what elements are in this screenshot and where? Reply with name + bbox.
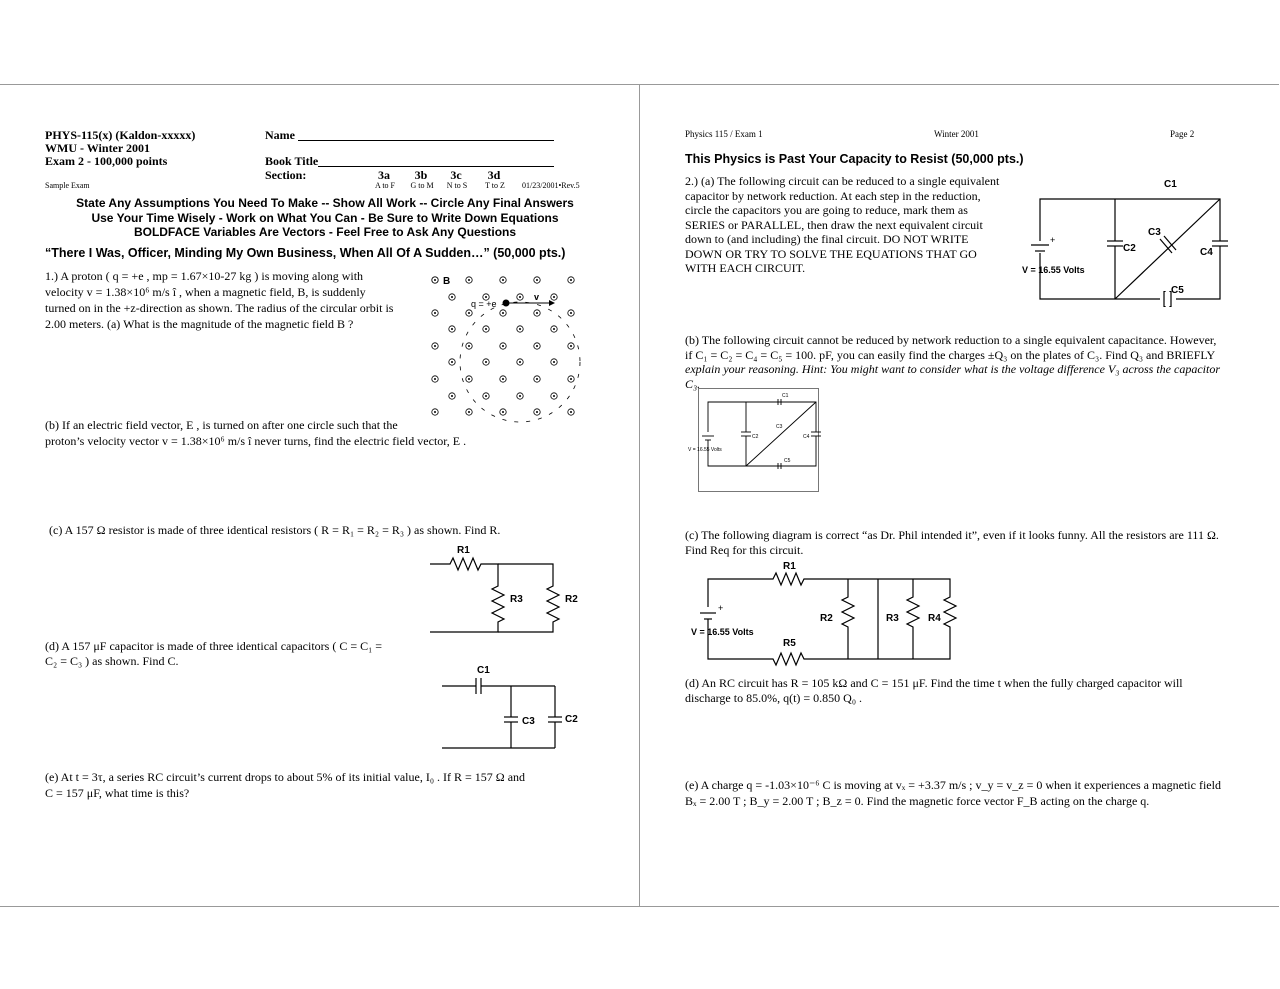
q2a-line-6: DOWN OR TRY TO SOLVE THE EQUATIONS THAT GO — [685, 246, 977, 261]
capacitor-circuit-2b — [688, 388, 823, 494]
q2b-line-2: if C₁ = C₂ = C₄ = C₅ = 100. pF, you can easily find the charges ±Q₃ on the plates of C₃. Find Q₃ and BRIEFLY — [685, 347, 1216, 362]
section-3a[interactable]: 3a — [378, 168, 390, 182]
field-dot-center — [485, 395, 487, 397]
problem-2-title: This Physics is Past Your Capacity to Resist (50,000 pts.) — [685, 152, 1024, 166]
field-dot-center — [434, 345, 436, 347]
field-dot-center — [519, 296, 521, 298]
page2-header-left: Physics 115 / Exam 1 — [685, 129, 763, 139]
field-dot-center — [536, 378, 538, 380]
field-dot-center — [451, 296, 453, 298]
problem-1c: (c) A 157 Ω resistor is made of three identical resistors ( R = R₁ = R₂ = R₃ ) as shown. Find R. — [49, 523, 501, 537]
problem-2d — [685, 676, 1245, 705]
section-3c[interactable]: 3c — [450, 168, 462, 182]
field-dot-center — [570, 345, 572, 347]
q1e-line-2: C = 157 μF, what time is this? — [45, 786, 190, 800]
course-term: WMU - Winter 2001 — [45, 141, 150, 155]
label-2c-r4: R4 — [928, 613, 941, 624]
field-dot-center — [468, 411, 470, 413]
magnetic-field-figure — [425, 270, 590, 420]
battery-plus-2c: + — [718, 603, 724, 613]
problem-1e — [45, 769, 605, 801]
range-3d: T to Z — [485, 181, 505, 190]
capacitor-circuit-2a — [1022, 175, 1230, 310]
name-label: Name — [265, 128, 295, 142]
field-out-of-page-dots — [432, 277, 574, 415]
q2a-line-5: down to (and including) the final circuit. DO NOT WRITE — [685, 232, 969, 246]
section-3b[interactable]: 3b — [414, 168, 428, 182]
charge-label: q = +e — [471, 299, 497, 309]
field-dot-center — [536, 345, 538, 347]
problem-1-title: “There I Was, Officer, Minding My Own Business, When All Of A Sudden…” (50,000 pts.) — [45, 246, 566, 260]
problem-1b — [45, 417, 545, 449]
field-dot-center — [434, 411, 436, 413]
voltage-label-2a: V = 16.55 Volts — [1022, 265, 1085, 275]
field-dot-center — [485, 361, 487, 363]
label-c2: C2 — [565, 714, 578, 725]
page-divider — [639, 84, 640, 906]
field-dot-center — [553, 395, 555, 397]
field-dot-center — [502, 378, 504, 380]
field-dot-center — [485, 296, 487, 298]
label-2a-c1: C1 — [1164, 179, 1177, 190]
q1a-line-4: 2.00 meters. (a) What is the magnitude of the magnetic field B ? — [45, 317, 354, 331]
velocity-arrowhead — [549, 300, 555, 306]
problem-2a — [685, 174, 1020, 276]
field-dot-center — [553, 296, 555, 298]
label-2c-r1: R1 — [783, 561, 796, 572]
resistor-r1-r3-wire — [430, 558, 504, 632]
label-r2: R2 — [565, 594, 578, 605]
exam-title: Exam 2 - 100,000 points — [45, 154, 168, 168]
q2c-line-2: Find Req for this circuit. — [685, 542, 804, 557]
course-title: PHYS-115(x) (Kaldon-xxxxx) — [45, 128, 196, 142]
label-2b-c3: C3 — [776, 424, 783, 430]
label-2c-r5: R5 — [783, 638, 796, 649]
q2a-line-1: 2.) (a) The following circuit can be reduced to a single equivalent — [685, 174, 1000, 188]
label-2b-c1: C1 — [782, 393, 789, 399]
problem-2b — [685, 333, 1245, 391]
q1b-line-1: (b) If an electric field vector, E , is turned on after one circle such that the — [45, 418, 398, 432]
q1e-line-1: (e) At t = 3τ, a series RC circuit’s current drops to about 5% of its initial value, I₀ . If R = 157 Ω and — [45, 770, 526, 784]
voltage-label-2b: V = 16.55 Volts — [688, 447, 722, 453]
page2-header-mid: Winter 2001 — [934, 129, 979, 139]
instruction-line-2: Use Your Time Wisely - Work on What You Can - Be Sure to Write Down Equations — [91, 210, 559, 225]
problem-1d — [45, 639, 415, 669]
q2b-line-3: explain your reasoning. Hint: You might want to consider what is the voltage difference V₃ across the capacitor — [685, 362, 1221, 376]
field-dot-center — [502, 312, 504, 314]
field-dot-center — [519, 361, 521, 363]
field-dot-center — [570, 378, 572, 380]
q2a-line-7: WITH EACH CIRCUIT. — [685, 261, 806, 275]
field-dot-center — [570, 312, 572, 314]
q2e-line-2: Bₓ = 2.00 T ; B_y = 2.00 T ; B_z = 0. Find the magnetic force vector F_B acting on the charge q. — [685, 794, 1150, 808]
field-dot-center — [468, 279, 470, 281]
b-field-symbol-center — [434, 279, 436, 281]
q1d-line-1: (d) A 157 μF capacitor is made of three identical capacitors ( C = C₁ = — [45, 639, 383, 653]
b-field-label: B — [443, 276, 451, 287]
label-c1: C1 — [477, 665, 490, 676]
label-2a-c5: C5 — [1171, 285, 1184, 296]
field-dot-center — [519, 395, 521, 397]
label-2c-r3: R3 — [886, 613, 899, 624]
q2d-line-2: discharge to 85.0%, q(t) = 0.850 Q₀ . — [685, 690, 863, 705]
course-header — [45, 129, 195, 168]
q1a-line-2: velocity v = 1.38×10⁶ m/s î , when a magnetic field, B, is suddenly — [45, 285, 366, 299]
field-dot-center — [502, 411, 504, 413]
section-label: Section: — [265, 168, 307, 182]
instruction-line-3: BOLDFACE Variables Are Vectors - Feel Free to Ask Any Questions — [133, 225, 517, 239]
field-dot-center — [570, 411, 572, 413]
figure-frame — [699, 389, 819, 492]
label-r1: R1 — [457, 545, 470, 556]
capacitor-network-1d — [438, 660, 588, 755]
field-dot-center — [468, 312, 470, 314]
field-dot-center — [434, 378, 436, 380]
battery-plus: + — [1050, 235, 1056, 245]
label-c3: C3 — [522, 716, 535, 727]
label-2b-c5: C5 — [784, 458, 791, 464]
q2e-line-1: (e) A charge q = -1.03×10⁻⁶ C is moving at vₓ = +3.37 m/s ; v_y = v_z = 0 when it experiences a magnetic field — [685, 778, 1221, 792]
q2a-line-2: capacitor by network reduction. At each step in the reduction, — [685, 188, 981, 203]
name-field[interactable] — [298, 140, 554, 141]
resistor-circuit-2c — [688, 557, 963, 665]
field-dot-center — [451, 328, 453, 330]
label-2b-c4: C4 — [803, 434, 810, 440]
book-title-field[interactable] — [318, 166, 554, 167]
label-2a-c2: C2 — [1123, 243, 1136, 254]
field-dot-center — [502, 279, 504, 281]
field-dot-center — [553, 361, 555, 363]
instructions — [40, 196, 610, 240]
field-dot-center — [536, 312, 538, 314]
resistor-network-1c — [428, 540, 588, 640]
field-dot-center — [553, 328, 555, 330]
label-r3: R3 — [510, 594, 523, 605]
range-3b: G to M — [410, 181, 434, 190]
problem-2c — [685, 528, 1245, 557]
field-dot-center — [502, 345, 504, 347]
problem-1a — [45, 268, 415, 332]
velocity-label: v — [534, 292, 540, 302]
sample-exam-label: Sample Exam — [45, 181, 90, 190]
q2c-line-1: (c) The following diagram is correct “as Dr. Phil intended it”, even if it looks funny. All the resistors are 111 Ω. — [685, 528, 1219, 542]
q1d-line-2: C₂ = C₃ ) as shown. Find C. — [45, 654, 179, 668]
field-dot-center — [451, 395, 453, 397]
field-dot-center — [468, 378, 470, 380]
problem-2e — [685, 777, 1255, 809]
field-dot-center — [451, 361, 453, 363]
book-title-label: Book Title — [265, 154, 319, 168]
label-2c-r2: R2 — [820, 613, 833, 624]
field-dot-center — [468, 345, 470, 347]
field-dot-center — [536, 279, 538, 281]
q2a-line-4: SERIES or PARALLEL, then draw the next equivalent circuit — [685, 217, 983, 232]
q2a-line-3: circle the capacitors you are going to reduce, mark them as — [685, 203, 968, 217]
label-2a-c3: C3 — [1148, 227, 1161, 238]
label-2b-c2: C2 — [752, 434, 759, 440]
field-dot-center — [570, 279, 572, 281]
q2b-line-4: C₃. — [685, 376, 701, 391]
label-2a-c4: C4 — [1200, 247, 1213, 258]
instruction-line-1: State Any Assumptions You Need To Make -- Show All Work -- Circle Any Final Answers — [76, 196, 574, 210]
resistor-r2-wire — [498, 564, 559, 632]
field-dot-center — [485, 328, 487, 330]
q2b-line-1: (b) The following circuit cannot be reduced by network reduction to a single equivalent capacitance. However, — [685, 333, 1217, 347]
date-rev: 01/23/2001•Rev.5 — [522, 181, 580, 190]
voltage-label-2c: V = 16.55 Volts — [691, 627, 754, 637]
q1a-line-3: turned on in the +z-direction as shown. The radius of the circular orbit is — [45, 301, 394, 315]
field-dot-center — [536, 411, 538, 413]
section-3d[interactable]: 3d — [487, 168, 501, 182]
q2d-line-1: (d) An RC circuit has R = 105 kΩ and C = 151 μF. Find the time t when the fully charged capacitor will — [685, 676, 1183, 690]
range-3c: N to S — [446, 181, 468, 190]
q1a-line-1: 1.) A proton ( q = +e , mp = 1.67×10-27 kg ) is moving along with — [45, 269, 364, 283]
field-dot-center — [434, 312, 436, 314]
range-3a: A to F — [374, 181, 395, 190]
q1b-line-2: proton’s velocity vector v = 1.38×10⁶ m/s î never turns, find the electric field vector, E . — [45, 434, 467, 448]
field-dot-center — [519, 328, 521, 330]
page-number: Page 2 — [1170, 129, 1195, 139]
